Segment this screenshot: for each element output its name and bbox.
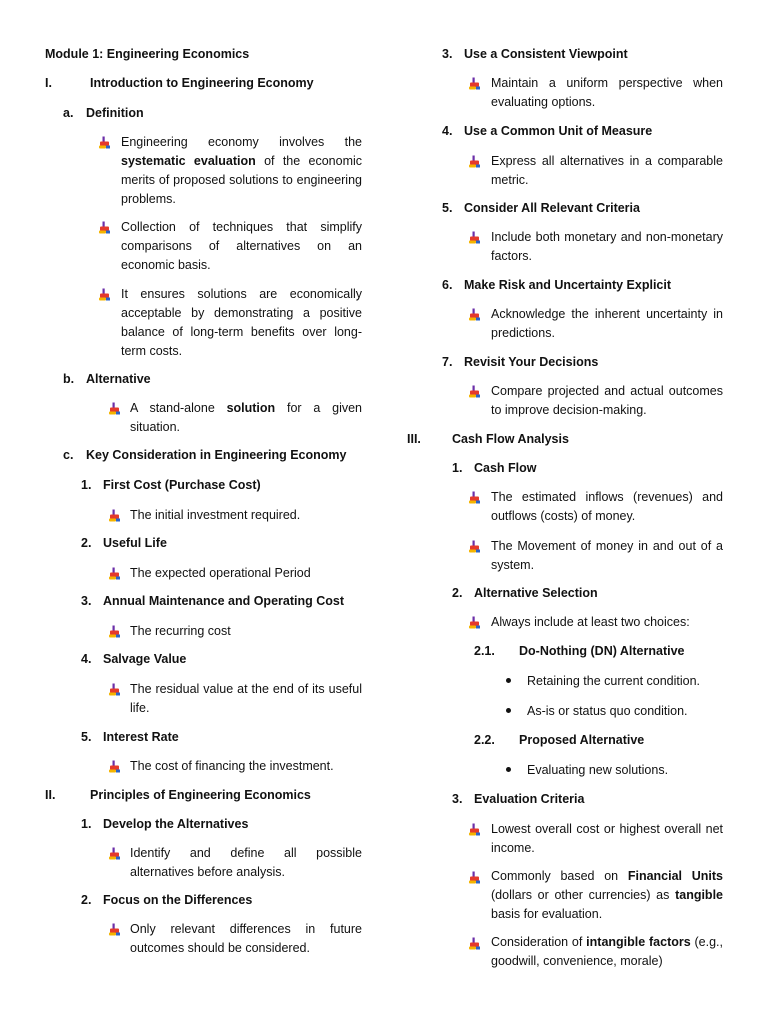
- pointing-hand-icon: [98, 288, 111, 301]
- pointing-hand-icon: [468, 231, 481, 244]
- bullet-text: Acknowledge the inherent uncertainty in predictions.: [491, 307, 723, 340]
- bullet-text: Evaluating new solutions.: [527, 763, 669, 777]
- bullet-text: The Movement of money in and out of a system.: [491, 539, 723, 572]
- item-number: 1.: [81, 817, 92, 831]
- pointing-hand-icon: [108, 683, 121, 696]
- pointing-hand-icon: [468, 871, 481, 884]
- round-bullet-icon: [506, 678, 511, 683]
- pointing-hand-icon: [98, 221, 111, 234]
- bullet-text: The recurring cost: [130, 624, 231, 638]
- section-number: II.: [45, 788, 56, 802]
- bullet-text: Maintain a uniform perspective when evaluating options.: [491, 76, 723, 109]
- item-title: Revisit Your Decisions: [464, 355, 599, 369]
- item-title: Use a Common Unit of Measure: [464, 124, 653, 138]
- bullet-text: Commonly based on Financial Units (dollars or other currencies) as tangible basis for evaluation.: [491, 869, 723, 921]
- item-number: 3.: [442, 47, 453, 61]
- section-number: III.: [407, 432, 421, 446]
- pointing-hand-icon: [468, 540, 481, 553]
- pointing-hand-icon: [108, 402, 121, 415]
- subsection-letter: b.: [63, 372, 75, 386]
- item-title: Develop the Alternatives: [103, 817, 249, 831]
- pointing-hand-icon: [468, 385, 481, 398]
- item-title: Cash Flow: [474, 461, 537, 475]
- subsection-title: Alternative: [86, 372, 151, 386]
- item-number: 1.: [81, 478, 92, 492]
- item-title: Focus on the Differences: [103, 893, 253, 907]
- bullet-text: Consideration of intangible factors (e.g., goodwill, convenience, morale): [491, 935, 723, 968]
- subsection-letter: c.: [63, 448, 74, 462]
- subitem-number: 2.1.: [474, 644, 495, 658]
- item-number: 7.: [442, 355, 453, 369]
- section-title: Introduction to Engineering Economy: [90, 76, 314, 90]
- bullet-text: Compare projected and actual outcomes to improve decision-making.: [491, 384, 723, 417]
- item-title: Useful Life: [103, 536, 167, 550]
- round-bullet-icon: [506, 767, 511, 772]
- item-number: 2.: [452, 586, 463, 600]
- item-title: Use a Consistent Viewpoint: [464, 47, 628, 61]
- pointing-hand-icon: [108, 760, 121, 773]
- pointing-hand-icon: [468, 823, 481, 836]
- bullet-text: Collection of techniques that simplify comparisons of alternatives on an economic basis.: [121, 220, 362, 272]
- pointing-hand-icon: [108, 847, 121, 860]
- subitem-title: Do-Nothing (DN) Alternative: [519, 644, 685, 658]
- bullet-text: The cost of financing the investment.: [130, 759, 334, 773]
- subitem-number: 2.2.: [474, 733, 495, 747]
- item-number: 1.: [452, 461, 463, 475]
- bullet-text: The residual value at the end of its useful life.: [130, 682, 362, 715]
- item-title: Interest Rate: [103, 730, 179, 744]
- pointing-hand-icon: [108, 625, 121, 638]
- subsection-letter: a.: [63, 106, 74, 120]
- item-title: Alternative Selection: [474, 586, 598, 600]
- pointing-hand-icon: [108, 509, 121, 522]
- item-title: Salvage Value: [103, 652, 187, 666]
- item-number: 2.: [81, 893, 92, 907]
- bullet-text: A stand-alone solution for a given situation.: [130, 401, 363, 434]
- item-title: Annual Maintenance and Operating Cost: [103, 594, 344, 608]
- bullet-text: Engineering economy involves the systematic evaluation of the economic merits of proposed solutions to engineering problems.: [121, 135, 363, 206]
- pointing-hand-icon: [108, 923, 121, 936]
- bullet-text: Include both monetary and non-monetary factors.: [491, 230, 723, 263]
- item-number: 5.: [442, 201, 453, 215]
- section-title: Cash Flow Analysis: [452, 432, 569, 446]
- pointing-hand-icon: [468, 77, 481, 90]
- bullet-text: Lowest overall cost or highest overall net income.: [491, 822, 723, 855]
- bullet-text: Always include at least two choices:: [491, 615, 690, 629]
- item-title: First Cost (Purchase Cost): [103, 478, 261, 492]
- bullet-text: As-is or status quo condition.: [527, 704, 688, 718]
- pointing-hand-icon: [468, 491, 481, 504]
- subitem-title: Proposed Alternative: [519, 733, 645, 747]
- section-title: Principles of Engineering Economics: [90, 788, 311, 802]
- item-number: 4.: [442, 124, 453, 138]
- item-number: 5.: [81, 730, 92, 744]
- bullet-text: Express all alternatives in a comparable metric.: [491, 154, 723, 187]
- item-number: 4.: [81, 652, 92, 666]
- subsection-title: Key Consideration in Engineering Economy: [86, 448, 347, 462]
- bullet-text: The estimated inflows (revenues) and outflows (costs) of money.: [491, 490, 723, 523]
- pointing-hand-icon: [468, 308, 481, 321]
- pointing-hand-icon: [468, 616, 481, 629]
- bullet-text: Retaining the current condition.: [527, 674, 701, 688]
- bullet-text: The initial investment required.: [130, 508, 301, 522]
- bullet-text: Only relevant differences in future outcomes should be considered.: [130, 922, 362, 955]
- item-number: 6.: [442, 278, 453, 292]
- item-number: 2.: [81, 536, 92, 550]
- subsection-title: Definition: [86, 106, 144, 120]
- item-title: Evaluation Criteria: [474, 792, 585, 806]
- pointing-hand-icon: [468, 155, 481, 168]
- pointing-hand-icon: [98, 136, 111, 149]
- bullet-text: The expected operational Period: [130, 566, 311, 580]
- item-title: Consider All Relevant Criteria: [464, 201, 640, 215]
- section-number: I.: [45, 76, 52, 90]
- pointing-hand-icon: [108, 567, 121, 580]
- item-title: Make Risk and Uncertainty Explicit: [464, 278, 672, 292]
- item-number: 3.: [452, 792, 463, 806]
- pointing-hand-icon: [468, 937, 481, 950]
- bullet-text: It ensures solutions are economically acceptable by demonstrating a positive balance of long-term benefits over long-term costs.: [121, 287, 362, 358]
- item-number: 3.: [81, 594, 92, 608]
- round-bullet-icon: [506, 708, 511, 713]
- module-title: Module 1: Engineering Economics: [45, 47, 250, 61]
- bullet-text: Identify and define all possible alternatives before analysis.: [130, 846, 362, 879]
